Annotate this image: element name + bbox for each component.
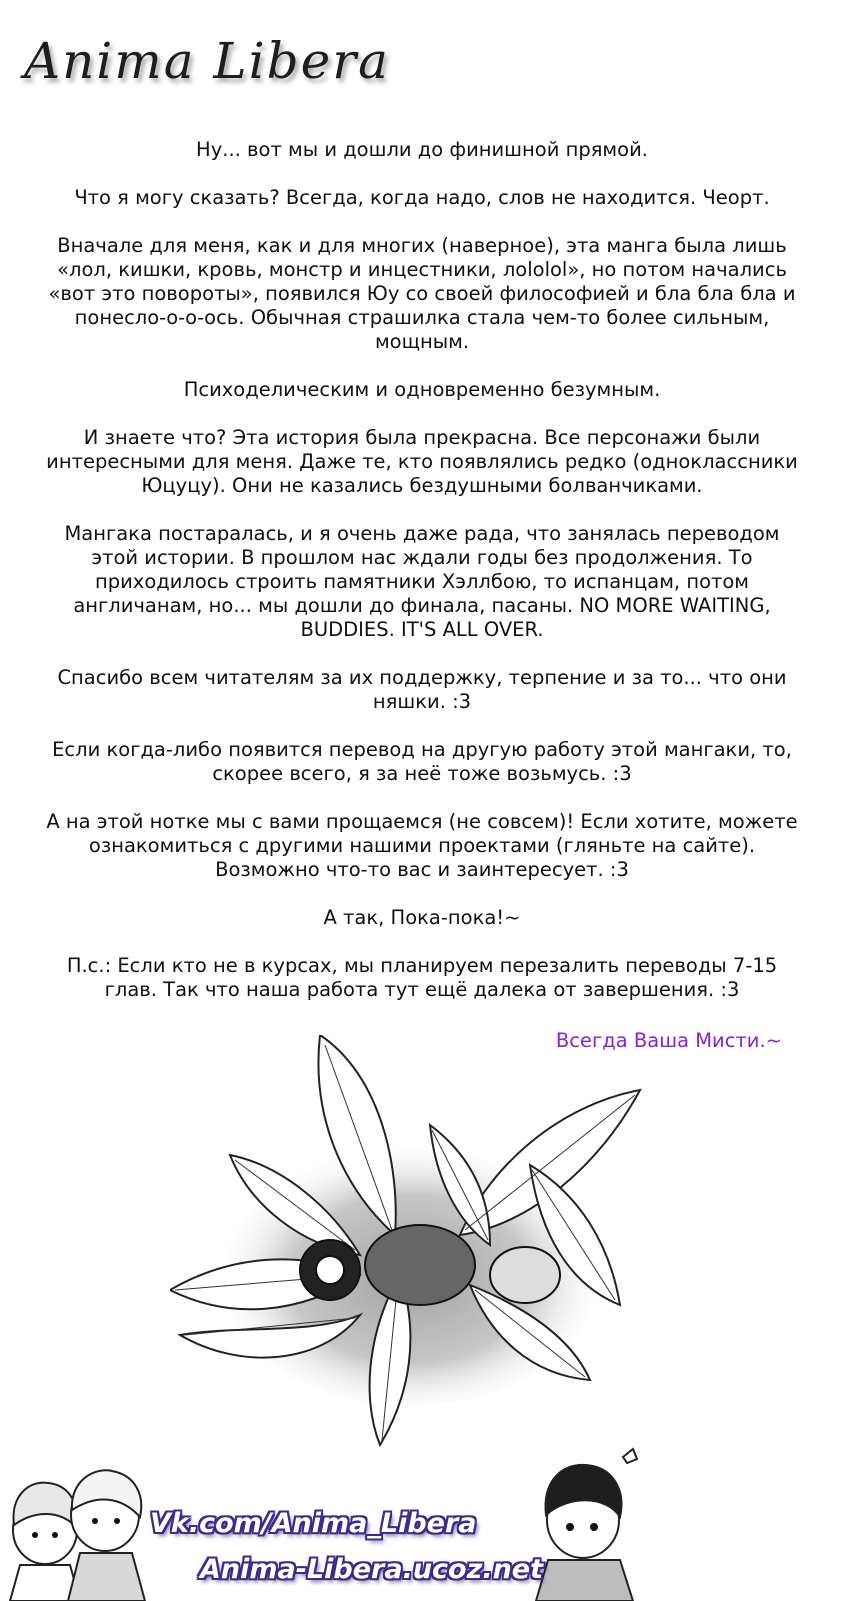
- letter-body: [40, 138, 804, 1026]
- paragraph: Ну... вот мы и дошли до финишной прямой.: [196, 138, 648, 161]
- paragraph: Спасибо всем читателям за их поддержку, терпение и за то... что они няшки. :3: [57, 666, 787, 713]
- vk-link[interactable]: Vk.com/Anima_Libera: [150, 1508, 477, 1539]
- paragraph: И знаете что? Эта история была прекрасна. Все персонажи были интересными для меня. Даже те, кто появлялись редко (одноклассники Юцуцу). Они не казались бездушными болванчиками.: [46, 426, 798, 497]
- paragraph: А так, Пока-пока!~: [323, 906, 521, 929]
- paragraph: Психоделическим и одновременно безумным.: [183, 378, 661, 401]
- paragraph: Что я могу сказать? Всегда, когда надо, слов не находится. Чеорт.: [74, 186, 770, 209]
- paragraph: А на этой нотке мы с вами прощаемся (не совсем)! Если хотите, можете ознакомиться с другими нашими проектами (гляньте на сайте). Возможно что-то вас и заинтересует. :3: [46, 810, 798, 881]
- site-link[interactable]: Anima-Libera.ucoz.net: [200, 1554, 544, 1585]
- paragraph: Вначале для меня, как и для многих (наверное), эта манга была лишь «лол, кишки, кровь, монстр и инцестники, лololol», но потом начались «вот это повороты», появился Юу со своей философией и бла бла бла и понесло-о-о-ось. Обычная страшилка стала чем-то более сильным, мощным.: [48, 234, 796, 353]
- paragraph: Мангака постаралась, и я очень даже рада, что занялась переводом этой истории. В прошлом нас ждали годы без продолжения. То приходилось строить памятники Хэллбою, то испанцам, потом англичанам, но... мы дошли до финала, пасаны. NO MORE WAITING, BUDDIES. IT'S ALL OVER.: [64, 522, 780, 641]
- paragraph: Если когда-либо появится перевод на другую работу этой мангаки, то, скорее всего, я за неё тоже возьмусь. :3: [52, 738, 792, 785]
- logo: Anima Libera: [24, 32, 390, 90]
- leaf-illustration: [170, 1035, 650, 1450]
- chibi-characters-left: [0, 1455, 150, 1601]
- paragraph: П.с.: Если кто не в курсах, мы планируем перезалить переводы 7-15 глав. Так что наша работа тут ещё далека от завершения. :3: [66, 954, 778, 1001]
- signature: Всегда Ваша Мисти.~: [555, 1029, 782, 1052]
- chibi-character-right: [528, 1445, 648, 1601]
